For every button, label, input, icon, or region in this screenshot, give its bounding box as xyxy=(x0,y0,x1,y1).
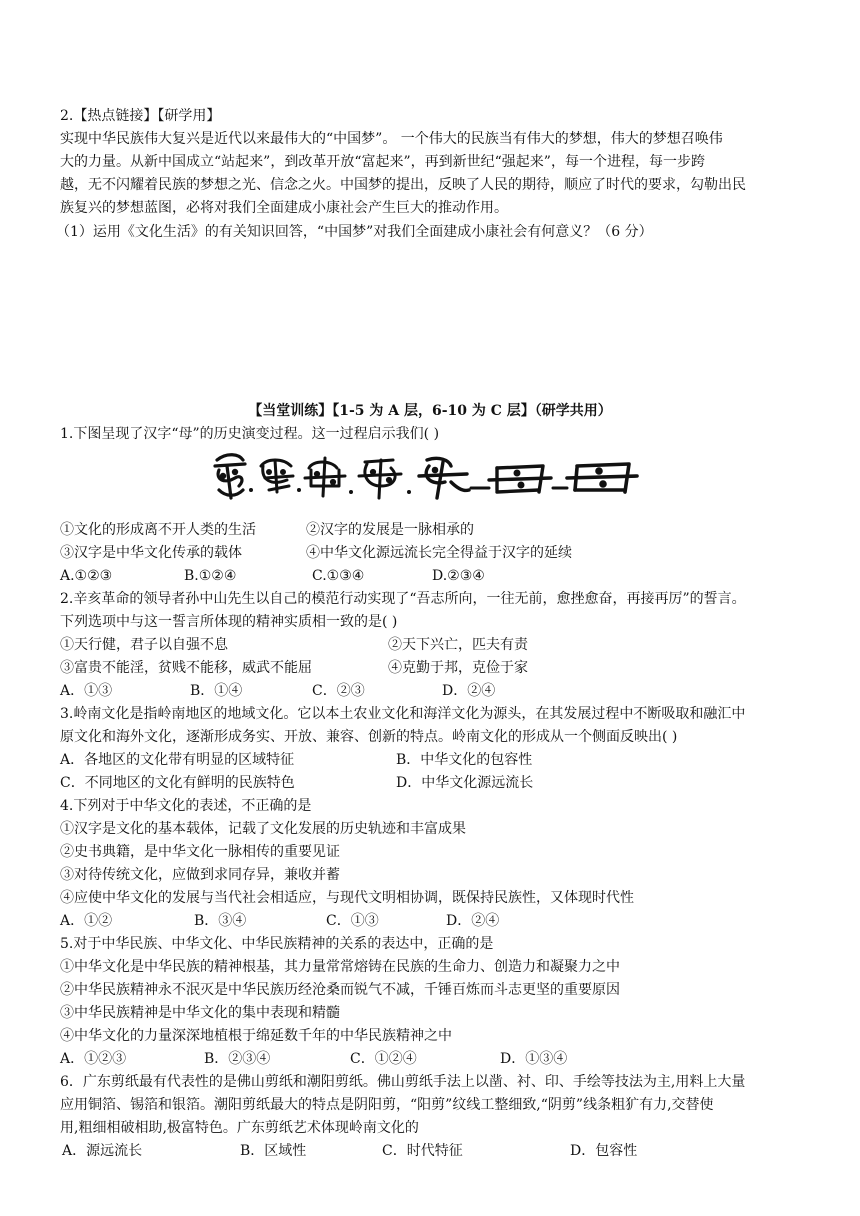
q2-answers xyxy=(60,681,820,701)
q6-stem-line-2: 应用铜箔、锡箔和银箔。潮阳剪纸最大的特点是阴阳剪，“阳剪”纹线工整细致,“阴剪”线条粗犷有力,交替使 xyxy=(60,1097,714,1113)
character-evolution-image xyxy=(205,446,645,510)
q1-answer-c: C.①③④ xyxy=(312,568,365,584)
q5-answer-a: A．①②③ xyxy=(60,1051,127,1067)
q3-answers-row-2 xyxy=(60,773,820,793)
q5-answers xyxy=(60,1049,820,1069)
q4-stem: 4.下列对于中华文化的表述，不正确的是 xyxy=(60,798,312,814)
q4-opt1: ①汉字是文化的基本载体，记载了文化发展的历史轨迹和丰富成果 xyxy=(60,821,466,837)
q3-stem-line-1: 3.岭南文化是指岭南地区的地域文化。它以本土农业文化和海洋文化为源头，在其发展过程中不断吸取和融汇中 xyxy=(60,706,746,722)
q1-opt1: ①文化的形成离不开人类的生活 xyxy=(60,522,256,538)
q6-answers xyxy=(62,1141,822,1161)
q2-opt1: ①天行健，君子以自强不息 xyxy=(60,637,228,653)
q6-stem-line-3: 用,粗细相破相助,极富特色。广东剪纸艺术体现岭南文化的 xyxy=(60,1120,419,1136)
hot-paragraph-line-1: 实现中华民族伟大复兴是近代以来最伟大的“中国梦”。 一个伟大的民族当有伟大的梦想，伟大的梦想召唤伟 xyxy=(60,131,723,147)
q1-stem: 1.下图呈现了汉字“母”的历史演变过程。这一过程启示我们( ) xyxy=(60,426,440,442)
q3-answer-d: D．中华文化源远流长 xyxy=(396,775,534,791)
q6-answer-d: D．包容性 xyxy=(570,1143,638,1159)
training-heading: 【当堂训练】【1-5 为 A 层，6-10 为 C 层】（研学共用） xyxy=(248,403,612,419)
q1-opt3: ③汉字是中华文化传承的载体 xyxy=(60,545,242,561)
dot-3 xyxy=(349,490,353,494)
q4-answer-a: A．①② xyxy=(60,913,113,929)
q5-opt4: ④中华文化的力量深深地植根于绵延数千年的中华民族精神之中 xyxy=(60,1028,452,1044)
glyph-seal xyxy=(359,460,401,498)
q1-answer-d: D.②③④ xyxy=(432,568,485,584)
q4-answer-b: B．③④ xyxy=(194,913,247,929)
q5-opt1: ①中华文化是中华民族的精神根基，其力量常常熔铸在民族的生命力、创造力和凝聚力之中 xyxy=(60,959,620,975)
q5-answer-d: D．①③④ xyxy=(500,1051,568,1067)
q1-opt4: ④中华文化源远流长完全得益于汉字的延续 xyxy=(306,545,572,561)
q1-answer-a: A.①②③ xyxy=(60,568,113,584)
dot-2 xyxy=(297,488,301,492)
q6-answer-b: B．区域性 xyxy=(240,1143,307,1159)
glyph-oracle-2 xyxy=(261,460,293,492)
q1-answer-b: B.①②④ xyxy=(184,568,237,584)
q2-answer-d: D．②④ xyxy=(442,683,496,699)
hot-paragraph-line-4: 族复兴的梦想蓝图，必将对我们全面建成小康社会产生巨大的推动作用。 xyxy=(60,200,508,216)
q1-answers xyxy=(60,566,820,586)
q6-answer-c: C．时代特征 xyxy=(382,1143,463,1159)
q2-options-row-2 xyxy=(60,658,820,678)
q6-stem-line-1: 6．广东剪纸最有代表性的是佛山剪纸和潮阳剪纸。佛山剪纸手法上以凿、衬、印、手绘等技法为主,用料上大量 xyxy=(60,1074,746,1090)
dot-4 xyxy=(407,490,411,494)
hot-heading: 2.【热点链接】【研学用】 xyxy=(60,108,221,124)
q2-opt4: ④克勤于邦，克俭于家 xyxy=(388,660,528,676)
glyph-oracle-1 xyxy=(215,455,245,498)
q1-options-row-1 xyxy=(60,520,820,540)
q3-answers-row-1 xyxy=(60,750,820,770)
glyph-bronze xyxy=(305,458,345,496)
glyph-regular-2 xyxy=(567,464,637,492)
q2-opt3: ③富贵不能淫，贫贱不能移，威武不能屈 xyxy=(60,660,312,676)
q4-opt3: ③对待传统文化，应做到求同存异，兼收并蓄 xyxy=(60,867,340,883)
q5-answer-b: B．②③④ xyxy=(204,1051,271,1067)
dot-1 xyxy=(249,488,253,492)
q2-stem-line-1: 2.辛亥革命的领导者孙中山先生以自己的模范行动实现了“吾志所向，一往无前，愈挫愈奋，再接再厉”的誓言。 xyxy=(60,591,746,607)
q2-answer-b: B．①④ xyxy=(190,683,243,699)
q1-options-row-2 xyxy=(60,543,820,563)
q3-answer-c: C．不同地区的文化有鲜明的民族特色 xyxy=(60,775,295,791)
q1-opt2: ②汉字的发展是一脉相承的 xyxy=(306,522,474,538)
q5-stem: 5.对于中华民族、中华文化、中华民族精神的关系的表达中，正确的是 xyxy=(60,936,494,952)
glyph-regular-1 xyxy=(489,466,551,492)
hot-question: （1）运用《文化生活》的有关知识回答，“中国梦”对我们全面建成小康社会有何意义？（6 分） xyxy=(56,224,653,240)
q2-opt2: ②天下兴亡，匹夫有责 xyxy=(388,637,528,653)
hot-paragraph-line-3: 越，无不闪耀着民族的梦想之光、信念之火。中国梦的提出，反映了人民的期待，顺应了时代的要求，勾勒出民 xyxy=(60,177,746,193)
q5-opt3: ③中华民族精神是中华文化的集中表现和精髓 xyxy=(60,1005,340,1021)
q2-answer-c: C．②③ xyxy=(312,683,365,699)
q4-answer-c: C．①③ xyxy=(326,913,379,929)
q3-answer-a: A．各地区的文化带有明显的区域特征 xyxy=(60,752,295,768)
glyph-clerical xyxy=(419,458,469,498)
q5-answer-c: C．①②④ xyxy=(350,1051,417,1067)
q2-options-row-1 xyxy=(60,635,820,655)
q2-answer-a: A．①③ xyxy=(60,683,113,699)
q4-opt4: ④应使中华文化的发展与当代社会相适应，与现代文明相协调，既保持民族性，又体现时代性 xyxy=(60,890,634,906)
q4-answers xyxy=(60,911,820,931)
q4-opt2: ②史书典籍，是中华文化一脉相传的重要见证 xyxy=(60,844,340,860)
q6-answer-a: A．源远流长 xyxy=(62,1143,143,1159)
q5-opt2: ②中华民族精神永不泯灭是中华民族历经沧桑而锐气不减，千锤百炼而斗志更坚的重要原因 xyxy=(60,982,620,998)
q2-stem-line-2: 下列选项中与这一誓言所体现的精神实质相一致的是( ) xyxy=(60,614,398,630)
q3-stem-line-2: 原文化和海外文化，逐渐形成务实、开放、兼容、创新的特点。岭南文化的形成从一个侧面反映出( ) xyxy=(60,729,678,745)
q4-answer-d: D．②④ xyxy=(446,913,500,929)
hot-paragraph-line-2: 大的力量。从新中国成立“站起来”，到改革开放“富起来”，再到新世纪“强起来”，每一个进程，每一步跨 xyxy=(60,154,705,170)
q3-answer-b: B．中华文化的包容性 xyxy=(396,752,533,768)
